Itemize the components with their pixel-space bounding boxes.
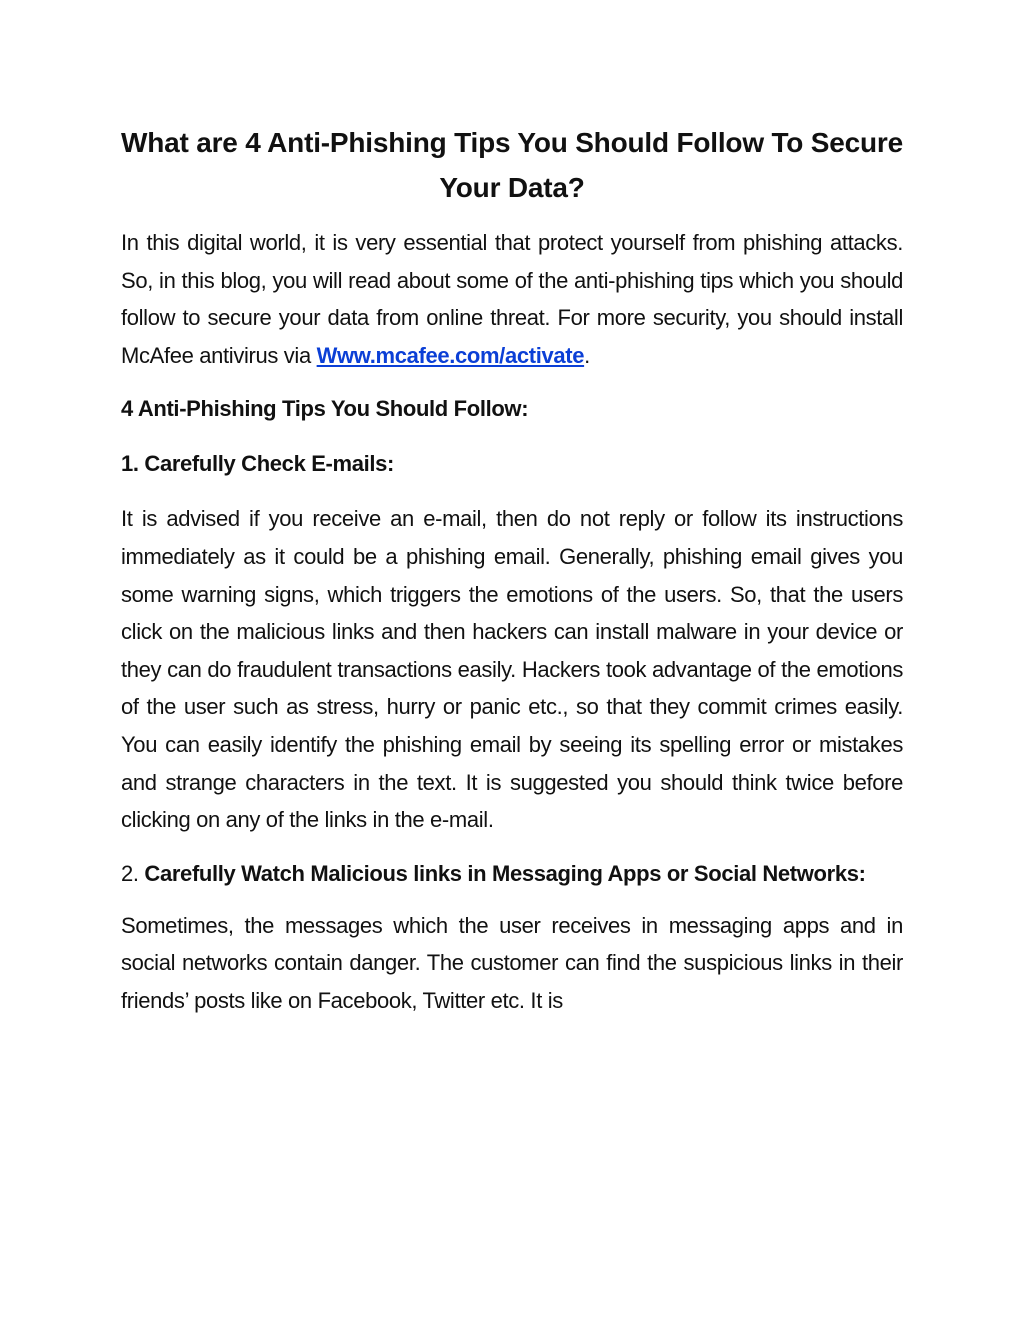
document-title: What are 4 Anti-Phishing Tips You Should Follow To Secure Your Data? [121, 127, 903, 203]
tip2-body: Sometimes, the messages which the user receives in messaging apps and in social networks contain danger. The customer can find the suspicious links in their friends’ posts like on Facebook, Twitter etc. It is [121, 912, 903, 1013]
document-page [121, 120, 903, 1036]
tip2-heading [121, 855, 903, 893]
intro-text: In this digital world, it is very essential that protect yourself from phishing attacks. So, in this blog, you will read about some of the anti-phishing tips which you should follow to secure your data from online threat. For more security, you should install McAfee antivirus via [121, 230, 903, 368]
tip1-body: It is advised if you receive an e-mail, then do not reply or follow its instructions immediately as it could be a phishing email. Generally, phishing email gives you some warning signs, which triggers the emotions of the users. So, that the users click on the malicious links and then hackers can install malware in your device or they can do fraudulent transactions easily. Hackers took advantage of the emotions of the user such as stress, hurry or panic etc., so that they commit crimes easily. You can easily identify the phishing email by seeing its spelling error or mistakes and strange characters in the text. It is suggested you should think twice before clicking on any of the links in the e-mail. [121, 506, 903, 833]
tip1-heading: 1. Carefully Check E-mails: [121, 451, 394, 477]
mcafee-activate-link[interactable]: Www.mcafee.com/activate [316, 342, 585, 368]
section-heading: 4 Anti-Phishing Tips You Should Follow: [121, 396, 529, 422]
intro-paragraph [121, 224, 903, 374]
tip2-heading-text: Carefully Watch Malicious links in Messaging Apps or Social Networks: [144, 860, 866, 886]
tip2-number: 2. [121, 860, 145, 886]
intro-period: . [584, 342, 590, 368]
